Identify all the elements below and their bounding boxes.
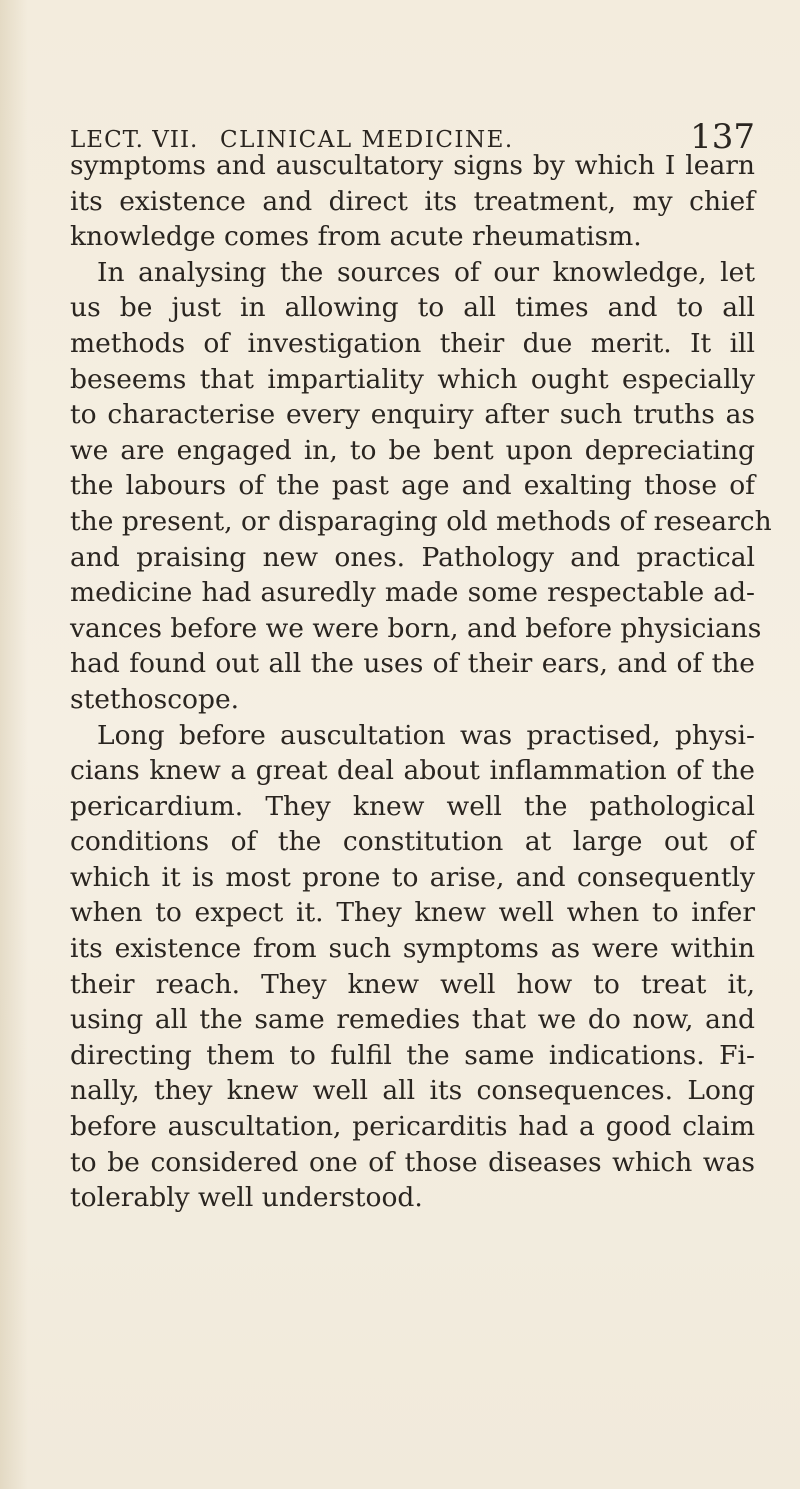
text-line: vances before we were born, and before physicians — [70, 612, 762, 644]
text-line: its existence from such symptoms as were within — [70, 933, 755, 965]
text-line: tolerably well understood. — [70, 1182, 423, 1214]
text-line: and praising new ones. Pathology and practical — [70, 541, 755, 573]
text-line: knowledge comes from acute rheumatism. — [70, 221, 642, 253]
text-line: its existence and direct its treatment, my chief — [70, 185, 755, 217]
text-line: their reach. They knew well how to treat it, — [70, 968, 755, 1000]
text-line: cians knew a great deal about inflammation of the — [70, 755, 755, 787]
text-line: we are engaged in, to be bent upon depreciating — [70, 434, 755, 466]
text-line: had found out all the uses of their ears, and of the — [70, 648, 755, 680]
text-line: pericardium. They knew well the pathological — [70, 790, 755, 822]
text-line: symptoms and auscultatory signs by which I learn — [70, 150, 755, 181]
text-line: In analysing the sources of our knowledge, let — [97, 256, 755, 288]
text-line: Long before auscultation was practised, physi- — [97, 719, 755, 751]
text-line: medicine had asuredly made some respectable ad- — [70, 577, 755, 609]
text-line: us be just in allowing to all times and to all — [70, 292, 755, 324]
text-line: stethoscope. — [70, 683, 240, 715]
page-number: 137 — [690, 117, 755, 157]
text-line: the present, or disparaging old methods of research — [70, 505, 772, 537]
text-line: before auscultation, pericarditis had a good claim — [70, 1111, 755, 1143]
text-line: directing them to fulfil the same indications. Fi- — [70, 1039, 755, 1071]
lecture-number: LECT. VII. — [70, 127, 199, 153]
text-line: conditions of the constitution at large out of — [70, 826, 755, 858]
text-line: which it is most prone to arise, and consequently — [70, 861, 755, 893]
text-line: the labours of the past age and exalting those of — [70, 470, 755, 502]
text-line: when to expect it. They knew well when to infer — [70, 897, 755, 929]
running-title: CLINICAL MEDICINE. — [220, 127, 514, 153]
text-line: to characterise every enquiry after such truths as — [70, 399, 755, 431]
text-line: using all the same remedies that we do now, and — [70, 1004, 755, 1036]
text-line: methods of investigation their due merit. It ill — [70, 327, 755, 359]
text-line: beseems that impartiality which ought especially — [70, 363, 755, 395]
text-line: nally, they knew well all its consequences. Long — [70, 1075, 755, 1107]
body-text — [70, 148, 772, 1216]
text-line: to be considered one of those diseases which was — [70, 1146, 755, 1178]
